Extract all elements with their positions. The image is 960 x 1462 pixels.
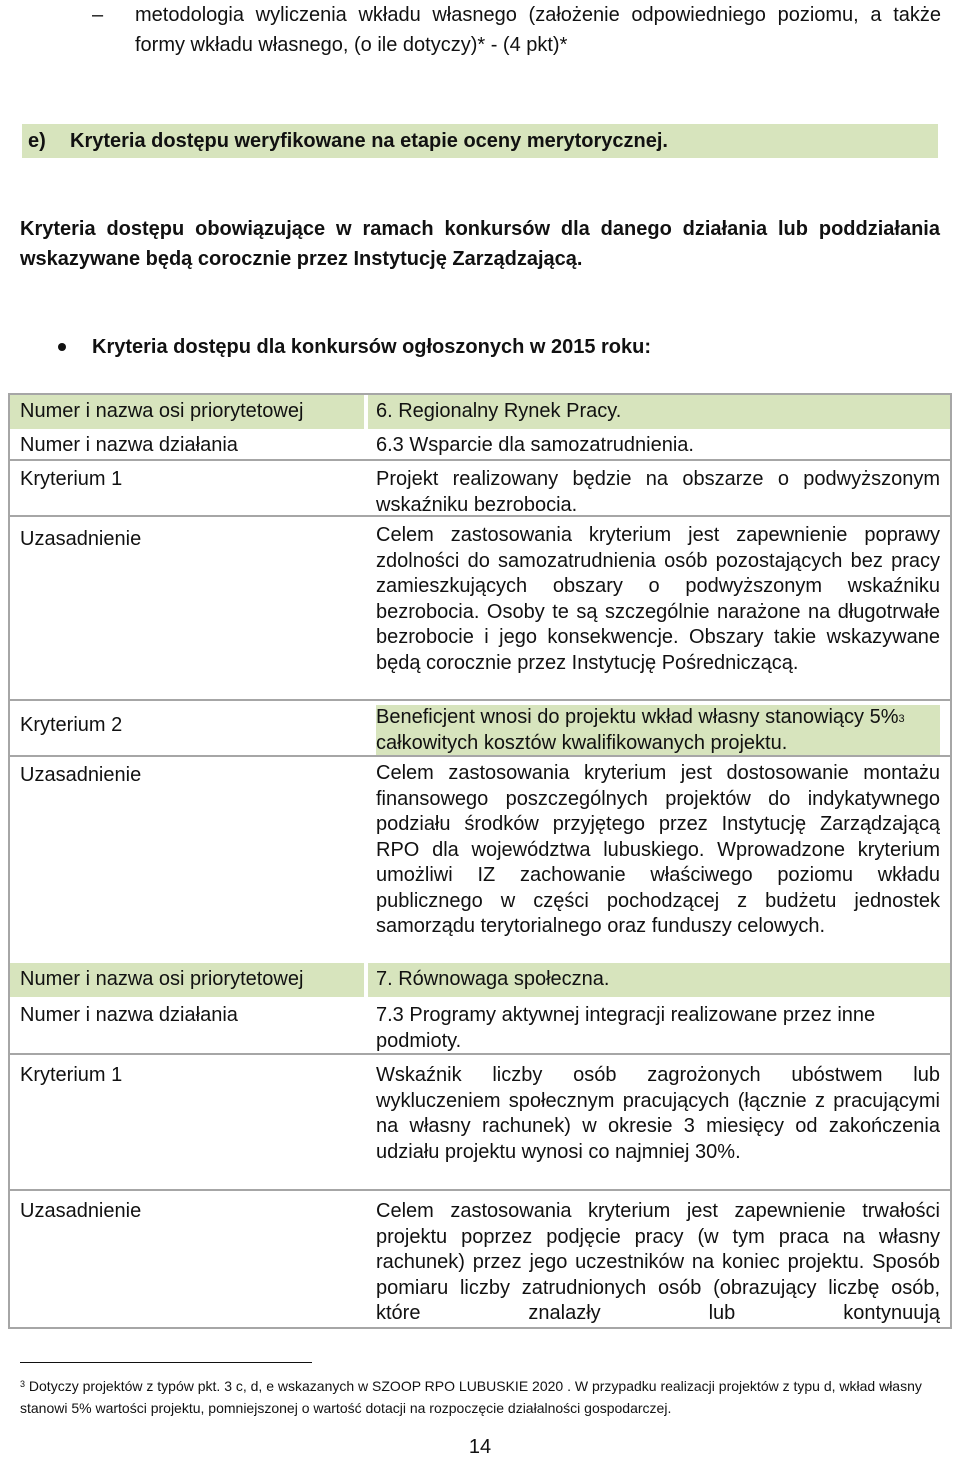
row-label: Kryterium 1 [20, 468, 123, 490]
row-value: Celem zastosowania kryterium jest dostosowanie montażu finansowego poszczególnych projektów do indykatywnego podziału środków przyjętego przez Instytucję Zarządzającą RPO dla województwa lubuskiego. Wprowadzone kryterium umożliwi IZ zachowanie właściwego poziomu wkładu publicznego w części pochodzącej z budżetu jednostek samorządu terytorialnego oraz funduszy celowych. [376, 762, 940, 937]
row-value: 7.3 Programy aktywnej integracji realizowane przez inne podmioty. [376, 1004, 876, 1052]
table-row [10, 395, 950, 429]
list-item-text: metodologia wyliczenia wkładu własnego (założenie odpowiedniego poziomu, a także formy wkładu własnego, (o ile dotyczy)* - (4 pkt)* [135, 4, 941, 56]
row-label: Uzasadnienie [20, 764, 142, 786]
intro-paragraph: Kryteria dostępu obowiązujące w ramach konkursów dla danego działania lub poddziałania wskazywane będą corocznie przez Instytucję Zarządzającą. [20, 218, 940, 270]
row-label: Kryterium 2 [20, 714, 123, 736]
page-number: 14 [468, 1436, 492, 1458]
table-row [10, 755, 950, 963]
row-label: Numer i nazwa osi priorytetowej [20, 400, 304, 422]
table-row [10, 963, 950, 997]
footnote-text: Dotyczy projektów z typów pkt. 3 c, d, e wskazanych w SZOOP RPO LUBUSKIE 2020 . W przypadku realizacji projektów z typu d, wkład własny stanowi 5% wartości projektu, pomniejszonej o wartość dotacji na rozpoczęcie działalności gospodarczej. [20, 1378, 922, 1416]
row-label: Numer i nazwa działania [20, 1004, 238, 1026]
table-row [10, 515, 950, 699]
table-row [10, 699, 950, 755]
row-label: Uzasadnienie [20, 528, 142, 550]
row-value-text: Beneficjent wnosi do projektu wkład własny stanowiący 5% [376, 706, 899, 729]
row-label: Numer i nazwa działania [20, 434, 238, 456]
row-value [376, 705, 940, 756]
row-value-text: całkowitych kosztów kwalifikowanych projektu. [376, 731, 788, 754]
row-value: 6. Regionalny Rynek Pracy. [376, 400, 622, 422]
table-row [10, 429, 950, 459]
bullet-icon [58, 343, 66, 351]
dash-marker: – [92, 4, 104, 26]
row-label: Kryterium 1 [20, 1064, 123, 1086]
row-value: Celem zastosowania kryterium jest zapewnienie trwałości projektu poprzez podjęcie pracy (w tym praca na własny rachunek) przez jego uczestników na koniec projektu. Sposób pomiaru liczby zatrudnionych osób (obrazujący liczbę osób, które znalazły lub kontynuują [376, 1200, 940, 1324]
row-value: Projekt realizowany będzie na obszarze o podwyższonym wskaźniku bezrobocia. [376, 468, 940, 516]
table-row [10, 1053, 950, 1189]
footnote-marker: 3 [20, 1379, 26, 1389]
list-item [92, 0, 942, 60]
row-value: Wskaźnik liczby osób zagrożonych ubóstwem lub wykluczeniem społecznym pracujących (łącznie z pracującymi na własny rachunek) w okresie 3 miesięcy od zakończenia udziału projektu wynosi co najmniej 30%. [376, 1064, 940, 1163]
section-heading [22, 124, 938, 158]
footnote-divider [20, 1362, 312, 1363]
column-separator [364, 395, 368, 429]
bullet-item [58, 332, 651, 362]
bullet-text: Kryteria dostępu dla konkursów ogłoszonych w 2015 roku: [92, 336, 652, 358]
criteria-table [8, 393, 952, 1329]
table-row [10, 1189, 950, 1327]
section-label: e) [28, 130, 46, 152]
row-value: 6.3 Wsparcie dla samozatrudnienia. [376, 434, 694, 456]
footnote-ref: 3 [898, 713, 905, 725]
footnote [20, 1375, 940, 1419]
row-label: Uzasadnienie [20, 1200, 142, 1222]
column-separator [364, 963, 368, 997]
row-value: Celem zastosowania kryterium jest zapewnienie poprawy zdolności do samozatrudnienia osób pozostających bez pracy zamieszkujących obszary o podwyższonym wskaźniku bezrobocia. Osoby te są szczególnie narażone na długotrwałe bezrobocie i jego konsekwencje. Obszary takie wskazywane będą corocznie przez Instytucję Pośredniczącą. [376, 524, 940, 674]
table-row [10, 997, 950, 1053]
row-label: Numer i nazwa osi priorytetowej [20, 968, 304, 990]
table-row [10, 459, 950, 515]
row-value: 7. Równowaga społeczna. [376, 968, 610, 990]
section-title: Kryteria dostępu weryfikowane na etapie oceny merytorycznej. [70, 130, 668, 152]
